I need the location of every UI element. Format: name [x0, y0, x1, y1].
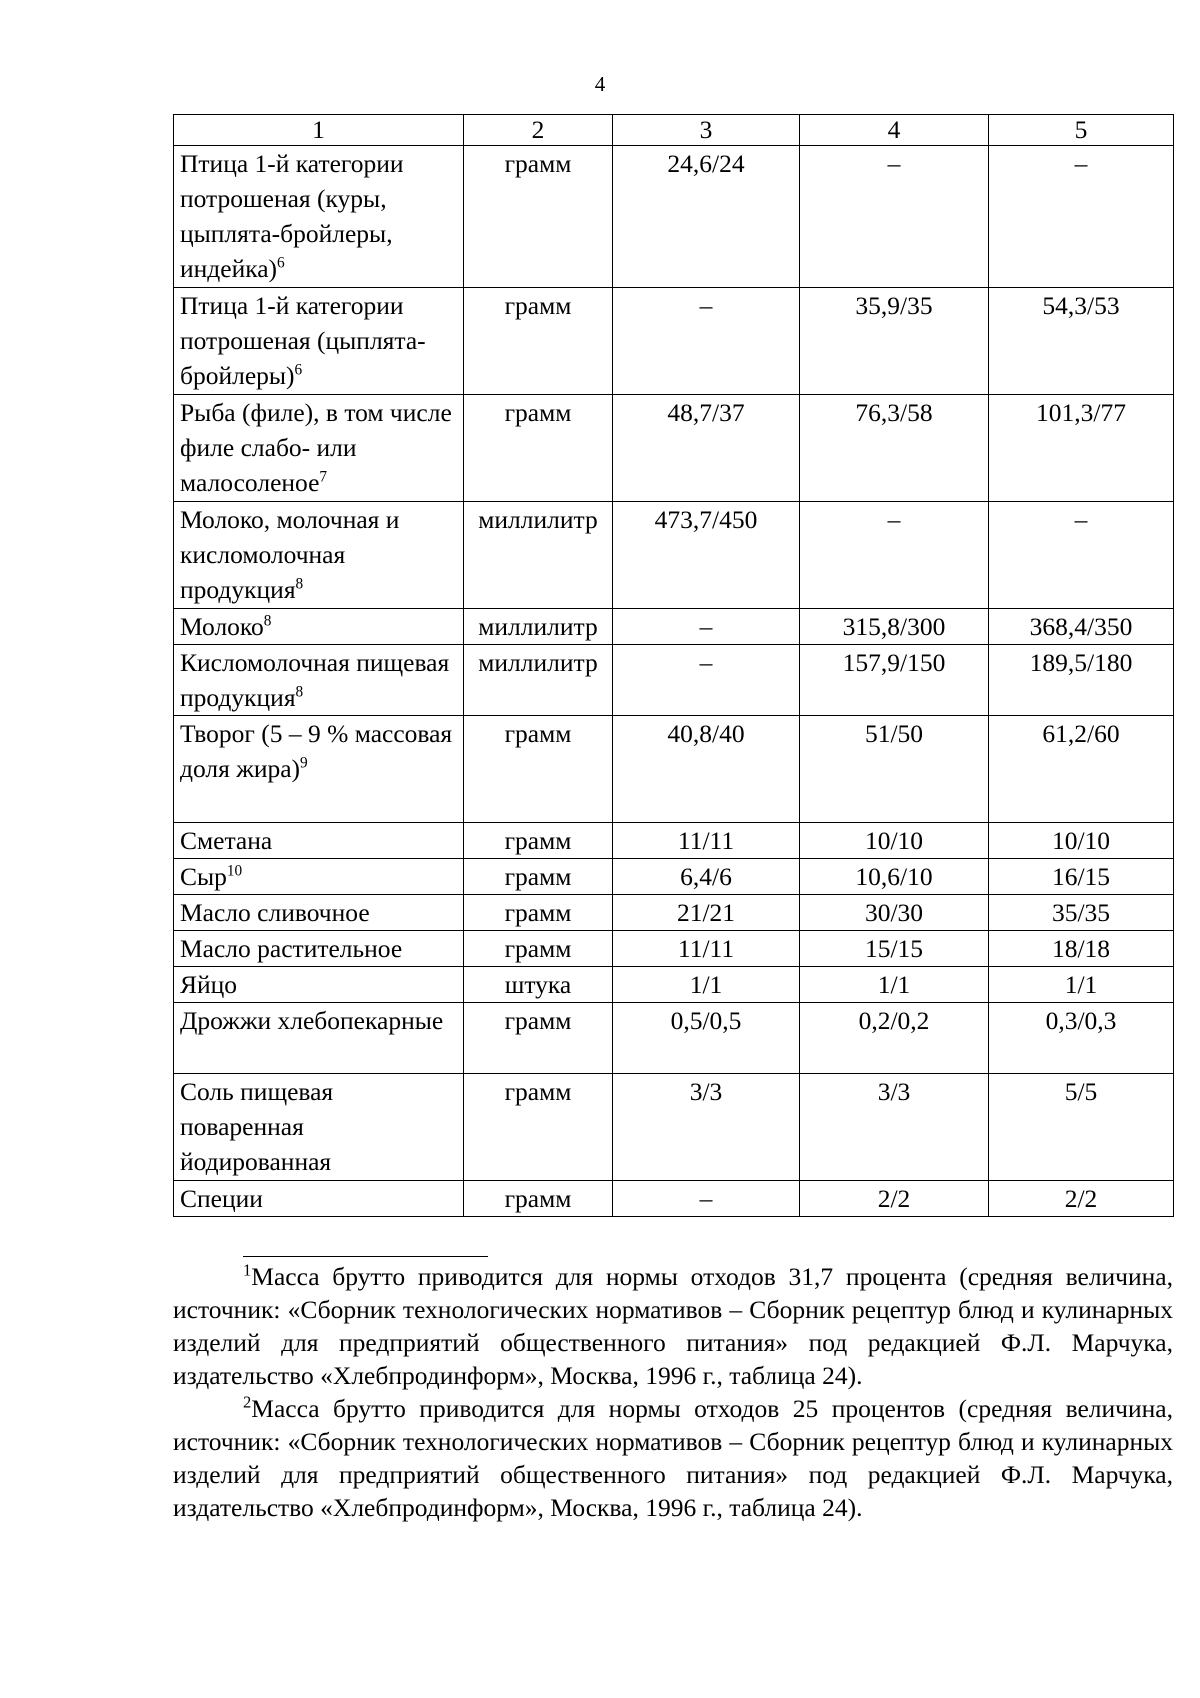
product-name: Птица 1-й категории потрошеная (куры, цыплята-бройлеры, индейка): [180, 149, 404, 283]
footnote-ref: 6: [294, 361, 303, 379]
unit-cell: миллилитр: [464, 502, 613, 609]
table-row: [174, 967, 1174, 1003]
table-row: [174, 645, 1174, 716]
value-cell: 21/21: [613, 895, 800, 931]
value-cell: 61,2/60: [989, 716, 1174, 823]
product-name: Масло растительное: [180, 934, 403, 963]
value-cell: 6,4/6: [613, 859, 800, 895]
value-cell: 18/18: [989, 931, 1174, 967]
value-cell: 5/5: [989, 1074, 1174, 1181]
value-cell: –: [613, 645, 800, 716]
unit-cell: штука: [464, 967, 613, 1003]
product-name-cell: [174, 895, 464, 931]
value-cell: 35,9/35: [800, 288, 989, 395]
value-cell: 368,4/350: [989, 609, 1174, 645]
table-row: [174, 931, 1174, 967]
table-row: [174, 895, 1174, 931]
value-cell: 1/1: [989, 967, 1174, 1003]
product-name-cell: [174, 1074, 464, 1181]
norms-table: [173, 114, 1174, 1217]
unit-cell: грамм: [464, 895, 613, 931]
footnote-text: Масса брутто приводится для нормы отходов 25 процентов (средняя величина, источник: «Сборник технологических нормативов – Сборник рецептур блюд и кулинарных изделий для предприятий общественного питания» под редакцией Ф.Л. Марчука, издательство «Хлебпродинформ», Москва, 1996 г., таблица 24).: [173, 1394, 1173, 1522]
table-header-row: [174, 115, 1174, 146]
footnote-ref: 7: [319, 468, 328, 486]
product-name-cell: [174, 288, 464, 395]
value-cell: 15/15: [800, 931, 989, 967]
table-row: [174, 716, 1174, 823]
unit-cell: грамм: [464, 146, 613, 288]
product-name: Сметана: [180, 826, 273, 855]
product-name: Масло сливочное: [180, 898, 370, 927]
value-cell: –: [989, 146, 1174, 288]
footnote-ref: 10: [226, 862, 243, 880]
product-name: Специи: [180, 1184, 263, 1213]
product-name: Молоко: [180, 612, 264, 641]
footnote-ref: 8: [295, 683, 304, 701]
value-cell: 2/2: [800, 1181, 989, 1217]
unit-cell: грамм: [464, 931, 613, 967]
value-cell: 76,3/58: [800, 395, 989, 502]
table-row: [174, 1003, 1174, 1074]
value-cell: 10/10: [800, 823, 989, 859]
unit-cell: грамм: [464, 716, 613, 823]
table-row: [174, 859, 1174, 895]
product-name: Молоко, молочная и кисломолочная продукция: [180, 505, 400, 604]
footnote-ref: 8: [263, 612, 272, 630]
unit-cell: грамм: [464, 1181, 613, 1217]
footnote-ref: 9: [300, 754, 308, 772]
unit-cell: грамм: [464, 395, 613, 502]
product-name-cell: [174, 146, 464, 288]
product-name-cell: [174, 823, 464, 859]
value-cell: 315,8/300: [800, 609, 989, 645]
value-cell: 24,6/24: [613, 146, 800, 288]
product-name-cell: [174, 716, 464, 823]
column-header: 2: [464, 115, 613, 146]
product-name-cell: [174, 395, 464, 502]
value-cell: –: [613, 609, 800, 645]
product-name-cell: [174, 967, 464, 1003]
table-row: [174, 1074, 1174, 1181]
table-row: [174, 288, 1174, 395]
table-row: [174, 1181, 1174, 1217]
product-name-cell: [174, 502, 464, 609]
column-header: 1: [174, 115, 464, 146]
product-name: Яйцо: [180, 970, 238, 999]
value-cell: 473,7/450: [613, 502, 800, 609]
product-name: Птица 1-й категории потрошеная (цыплята-бройлеры): [180, 291, 426, 390]
footnote-separator: [243, 1256, 488, 1257]
value-cell: 11/11: [613, 823, 800, 859]
product-name-cell: [174, 931, 464, 967]
unit-cell: миллилитр: [464, 645, 613, 716]
unit-cell: миллилитр: [464, 609, 613, 645]
value-cell: 1/1: [613, 967, 800, 1003]
value-cell: 11/11: [613, 931, 800, 967]
value-cell: 10/10: [989, 823, 1174, 859]
footnote-ref: 6: [277, 254, 285, 272]
value-cell: 10,6/10: [800, 859, 989, 895]
value-cell: 3/3: [800, 1074, 989, 1181]
product-name-cell: [174, 859, 464, 895]
value-cell: 2/2: [989, 1181, 1174, 1217]
table-row: [174, 395, 1174, 502]
unit-cell: грамм: [464, 1074, 613, 1181]
value-cell: 0,5/0,5: [613, 1003, 800, 1074]
product-name: Рыба (филе), в том числе филе слабо- или малосоленое: [180, 398, 452, 497]
column-header: 3: [613, 115, 800, 146]
value-cell: 101,3/77: [989, 395, 1174, 502]
column-header: 4: [800, 115, 989, 146]
product-name: Творог (5 – 9 % массовая доля жира): [180, 719, 453, 783]
page-number: 4: [594, 72, 606, 96]
footnote-number: 2: [243, 1392, 252, 1412]
footnote-number: 1: [243, 1260, 252, 1280]
product-name: Соль пищевая поваренная йодированная: [180, 1077, 334, 1176]
footnotes: [173, 1260, 1173, 1524]
product-name: Сыр: [180, 862, 227, 891]
unit-cell: грамм: [464, 1003, 613, 1074]
value-cell: –: [800, 146, 989, 288]
value-cell: 48,7/37: [613, 395, 800, 502]
footnote-text: Масса брутто приводится для нормы отходов 31,7 процента (средняя величина, источник: «Сборник технологических нормативов – Сборник рецептур блюд и кулинарных изделий для предприятий общественного питания» под редакцией Ф.Л. Марчука, издательство «Хлебпродинформ», Москва, 1996 г., таблица 24).: [173, 1262, 1173, 1390]
footnote-ref: 8: [295, 575, 304, 593]
product-name: Дрожжи хлебопекарные: [180, 1006, 444, 1035]
table-row: [174, 823, 1174, 859]
value-cell: 189,5/180: [989, 645, 1174, 716]
product-name-cell: [174, 609, 464, 645]
product-name-cell: [174, 645, 464, 716]
value-cell: 54,3/53: [989, 288, 1174, 395]
value-cell: 30/30: [800, 895, 989, 931]
product-name: Кисломолочная пищевая продукция: [180, 648, 450, 712]
value-cell: 40,8/40: [613, 716, 800, 823]
value-cell: –: [613, 1181, 800, 1217]
value-cell: 0,3/0,3: [989, 1003, 1174, 1074]
value-cell: 16/15: [989, 859, 1174, 895]
value-cell: –: [800, 502, 989, 609]
footnote-item: [173, 1392, 1173, 1524]
table-row: [174, 146, 1174, 288]
product-name-cell: [174, 1181, 464, 1217]
unit-cell: грамм: [464, 823, 613, 859]
product-name-cell: [174, 1003, 464, 1074]
footnote-item: [173, 1260, 1173, 1392]
value-cell: 1/1: [800, 967, 989, 1003]
table-row: [174, 609, 1174, 645]
table-row: [174, 502, 1174, 609]
value-cell: –: [613, 288, 800, 395]
value-cell: 3/3: [613, 1074, 800, 1181]
value-cell: 0,2/0,2: [800, 1003, 989, 1074]
unit-cell: грамм: [464, 859, 613, 895]
value-cell: 157,9/150: [800, 645, 989, 716]
column-header: 5: [989, 115, 1174, 146]
value-cell: 51/50: [800, 716, 989, 823]
value-cell: –: [989, 502, 1174, 609]
unit-cell: грамм: [464, 288, 613, 395]
value-cell: 35/35: [989, 895, 1174, 931]
